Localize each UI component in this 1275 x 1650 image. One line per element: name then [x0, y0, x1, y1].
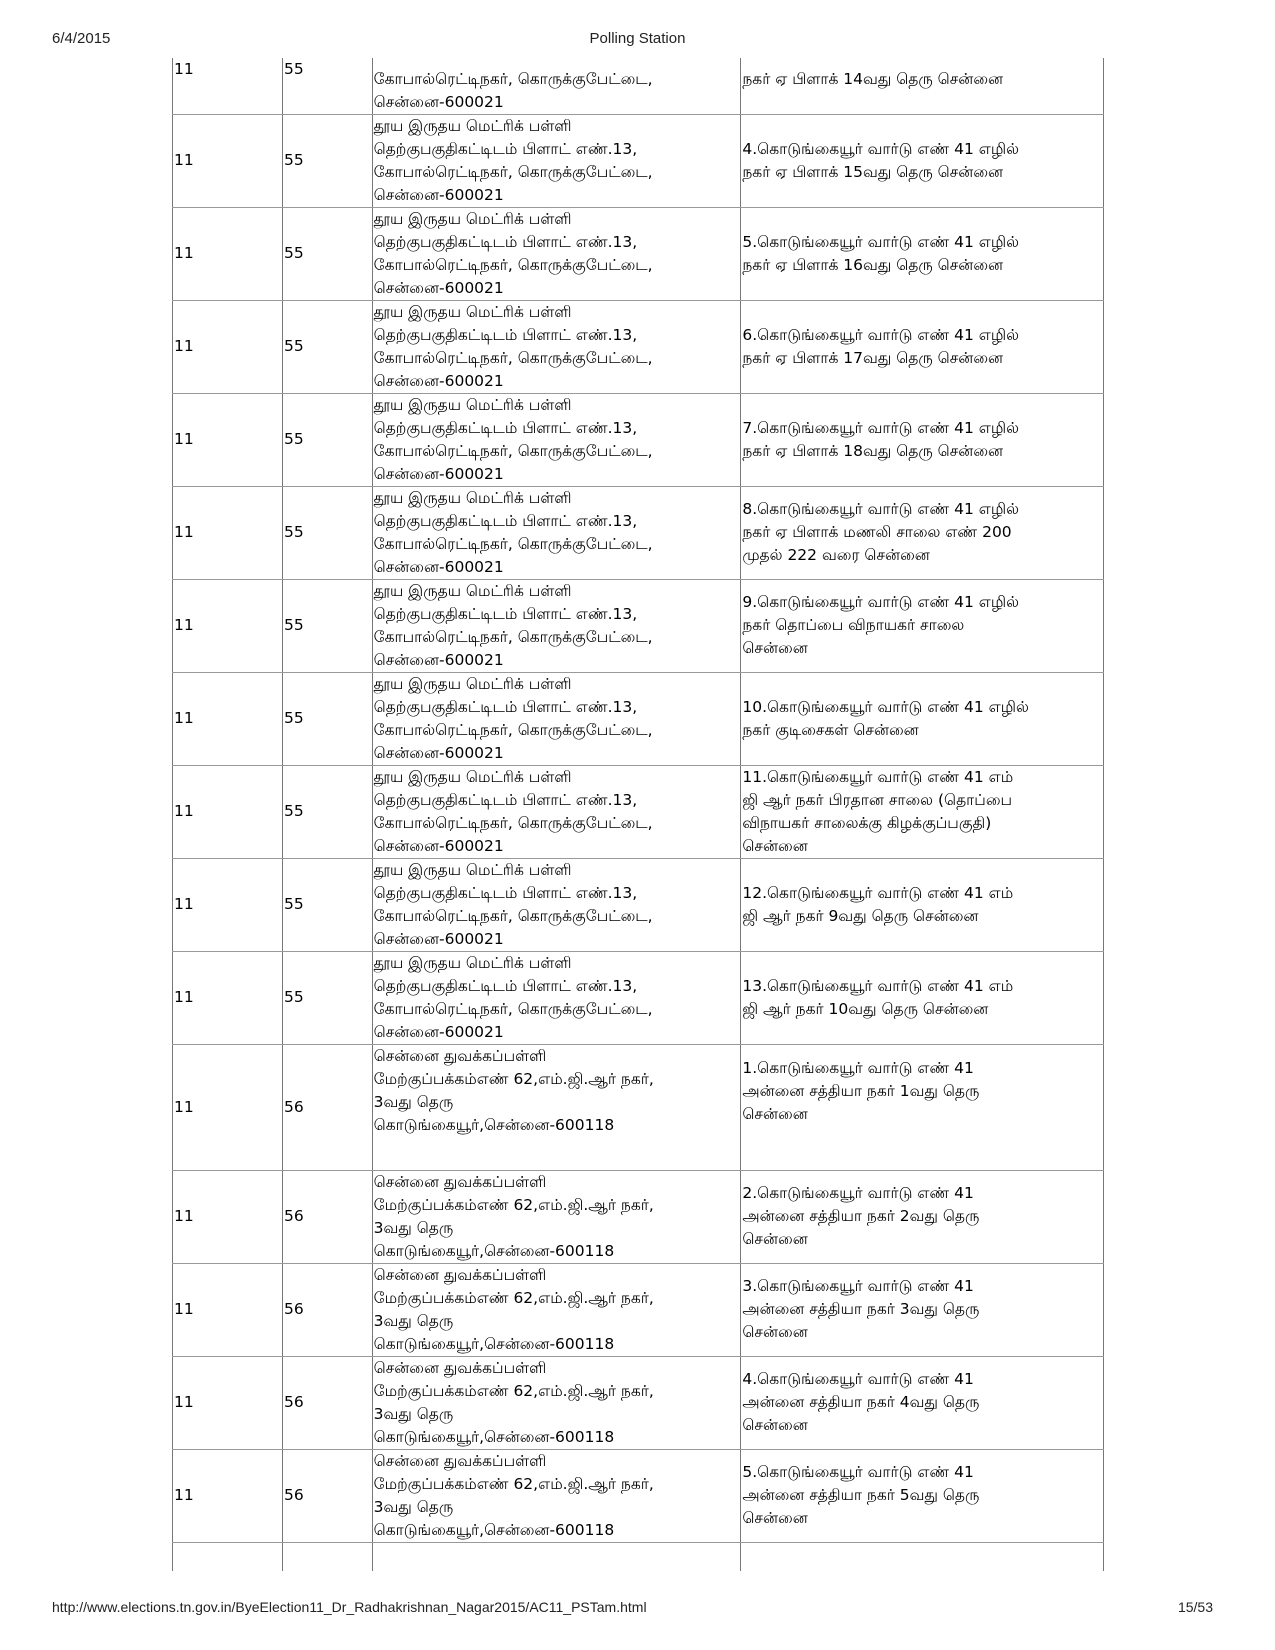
station-location: தூய இருதய மெட்ரிக் பள்ளி தெற்குபகுதிகட்டிடம் பிளாட் எண்.13, கோபால்ரெட்டிநகர், கொருக்குபேட்டை, சென்னை-600021: [372, 579, 741, 672]
station-location: சென்னை துவக்கப்பள்ளி மேற்குப்பக்கம்எண் 62,எம்.ஜி.ஆர் நகர், 3வது தெரு கொடுங்கையூர்,சென்னை-600118: [372, 1263, 741, 1356]
ac-number: 11: [173, 765, 283, 858]
ac-number: 11: [173, 207, 283, 300]
ps-number: 55: [283, 858, 373, 951]
ps-number: 55: [283, 486, 373, 579]
station-location: சென்னை துவக்கப்பள்ளி மேற்குப்பக்கம்எண் 62,எம்.ஜி.ஆர் நகர், 3வது தெரு கொடுங்கையூர்,சென்னை-600118: [372, 1356, 741, 1449]
table-row: [173, 58, 1104, 114]
station-location: தூய இருதய மெட்ரிக் பள்ளி தெற்குபகுதிகட்டிடம் பிளாட் எண்.13, கோபால்ரெட்டிநகர், கொருக்குபேட்டை, சென்னை-600021: [372, 858, 741, 951]
polling-area: 10.கொடுங்கையூர் வார்டு எண் 41 எழில் நகர் குடிசைகள் சென்னை: [741, 672, 1104, 765]
empty-cell: [173, 1542, 283, 1571]
table-row: [173, 672, 1104, 765]
station-location: தூய இருதய மெட்ரிக் பள்ளி தெற்குபகுதிகட்டிடம் பிளாட் எண்.13, கோபால்ரெட்டிநகர், கொருக்குபேட்டை, சென்னை-600021: [372, 300, 741, 393]
ac-number: 11: [173, 1263, 283, 1356]
ps-number: 56: [283, 1449, 373, 1542]
polling-area: 4.கொடுங்கையூர் வார்டு எண் 41 அன்னை சத்தியா நகர் 4வது தெரு சென்னை: [741, 1356, 1104, 1449]
polling-area: 3.கொடுங்கையூர் வார்டு எண் 41 அன்னை சத்தியா நகர் 3வது தெரு சென்னை: [741, 1263, 1104, 1356]
station-location: தூய இருதய மெட்ரிக் பள்ளி தெற்குபகுதிகட்டிடம் பிளாட் எண்.13, கோபால்ரெட்டிநகர், கொருக்குபேட்டை, சென்னை-600021: [372, 486, 741, 579]
polling-area: 13.கொடுங்கையூர் வார்டு எண் 41 எம் ஜி ஆர் நகர் 10வது தெரு சென்னை: [741, 951, 1104, 1044]
ac-number: 11: [173, 672, 283, 765]
table-row: [173, 858, 1104, 951]
ps-number: 55: [283, 579, 373, 672]
ac-number: 11: [173, 1170, 283, 1263]
station-location: தூய இருதய மெட்ரிக் பள்ளி தெற்குபகுதிகட்டிடம் பிளாட் எண்.13, கோபால்ரெட்டிநகர், கொருக்குபேட்டை, சென்னை-600021: [372, 765, 741, 858]
station-location: தூய இருதய மெட்ரிக் பள்ளி தெற்குபகுதிகட்டிடம் பிளாட் எண்.13, கோபால்ரெட்டிநகர், கொருக்குபேட்டை, சென்னை-600021: [372, 672, 741, 765]
ac-number: 11: [173, 486, 283, 579]
station-location: தூய இருதய மெட்ரிக் பள்ளி தெற்குபகுதிகட்டிடம் பிளாட் எண்.13, கோபால்ரெட்டிநகர், கொருக்குபேட்டை, சென்னை-600021: [372, 207, 741, 300]
station-location: கோபால்ரெட்டிநகர், கொருக்குபேட்டை, சென்னை-600021: [372, 58, 741, 114]
ps-number: 55: [283, 114, 373, 207]
ps-number: 56: [283, 1263, 373, 1356]
polling-area: 2.கொடுங்கையூர் வார்டு எண் 41 அன்னை சத்தியா நகர் 2வது தெரு சென்னை: [741, 1170, 1104, 1263]
polling-area: 6.கொடுங்கையூர் வார்டு எண் 41 எழில் நகர் ஏ பிளாக் 17வது தெரு சென்னை: [741, 300, 1104, 393]
table-row: [173, 1449, 1104, 1542]
polling-area: 12.கொடுங்கையூர் வார்டு எண் 41 எம் ஜி ஆர் நகர் 9வது தெரு சென்னை: [741, 858, 1104, 951]
ac-number: 11: [173, 1449, 283, 1542]
polling-station-table: [172, 58, 1104, 1571]
ps-number: 55: [283, 672, 373, 765]
polling-area: 5.கொடுங்கையூர் வார்டு எண் 41 அன்னை சத்தியா நகர் 5வது தெரு சென்னை: [741, 1449, 1104, 1542]
ps-number: 56: [283, 1044, 373, 1170]
ac-number: 11: [173, 579, 283, 672]
station-location: சென்னை துவக்கப்பள்ளி மேற்குப்பக்கம்எண் 62,எம்.ஜி.ஆர் நகர், 3வது தெரு கொடுங்கையூர்,சென்னை-600118: [372, 1449, 741, 1542]
table-row: [173, 951, 1104, 1044]
ps-number: 55: [283, 951, 373, 1044]
station-location: தூய இருதய மெட்ரிக் பள்ளி தெற்குபகுதிகட்டிடம் பிளாட் எண்.13, கோபால்ரெட்டிநகர், கொருக்குபேட்டை, சென்னை-600021: [372, 393, 741, 486]
empty-cell: [741, 1542, 1104, 1571]
ac-number: 11: [173, 393, 283, 486]
station-location: தூய இருதய மெட்ரிக் பள்ளி தெற்குபகுதிகட்டிடம் பிளாட் எண்.13, கோபால்ரெட்டிநகர், கொருக்குபேட்டை, சென்னை-600021: [372, 114, 741, 207]
empty-cell: [283, 1542, 373, 1571]
polling-area: 1.கொடுங்கையூர் வார்டு எண் 41 அன்னை சத்தியா நகர் 1வது தெரு சென்னை: [741, 1044, 1104, 1170]
polling-area: 9.கொடுங்கையூர் வார்டு எண் 41 எழில் நகர் தொப்பை விநாயகர் சாலை சென்னை: [741, 579, 1104, 672]
ps-number: 56: [283, 1356, 373, 1449]
table-row: [173, 300, 1104, 393]
page-title: Polling Station: [589, 30, 686, 47]
polling-area: 11.கொடுங்கையூர் வார்டு எண் 41 எம் ஜி ஆர் நகர் பிரதான சாலை (தொப்பை விநாயகர் சாலைக்கு கிழக்குப்பகுதி) சென்னை: [741, 765, 1104, 858]
ps-number: 55: [283, 393, 373, 486]
station-location: தூய இருதய மெட்ரிக் பள்ளி தெற்குபகுதிகட்டிடம் பிளாட் எண்.13, கோபால்ரெட்டிநகர், கொருக்குபேட்டை, சென்னை-600021: [372, 951, 741, 1044]
table-row: [173, 1356, 1104, 1449]
ps-number: 55: [283, 58, 373, 114]
ps-number: 55: [283, 207, 373, 300]
table-continuation: [173, 1542, 1104, 1571]
station-location: சென்னை துவக்கப்பள்ளி மேற்குப்பக்கம்எண் 62,எம்.ஜி.ஆர் நகர், 3வது தெரு கொடுங்கையூர்,சென்னை-600118: [372, 1170, 741, 1263]
ps-number: 55: [283, 765, 373, 858]
station-location: சென்னை துவக்கப்பள்ளி மேற்குப்பக்கம்எண் 62,எம்.ஜி.ஆர் நகர், 3வது தெரு கொடுங்கையூர்,சென்னை-600118: [372, 1044, 741, 1170]
print-date: 6/4/2015: [52, 30, 111, 47]
ac-number: 11: [173, 300, 283, 393]
polling-area: 7.கொடுங்கையூர் வார்டு எண் 41 எழில் நகர் ஏ பிளாக் 18வது தெரு சென்னை: [741, 393, 1104, 486]
page-number: 15/53: [1177, 1599, 1213, 1615]
ac-number: 11: [173, 951, 283, 1044]
ac-number: 11: [173, 58, 283, 114]
ps-number: 56: [283, 1170, 373, 1263]
table-row: [173, 765, 1104, 858]
ac-number: 11: [173, 1356, 283, 1449]
table-row: [173, 486, 1104, 579]
ac-number: 11: [173, 858, 283, 951]
ps-number: 55: [283, 300, 373, 393]
table-row: [173, 579, 1104, 672]
table-row: [173, 1263, 1104, 1356]
page-url: http://www.elections.tn.gov.in/ByeElection11_Dr_Radhakrishnan_Nagar2015/AC11_PSTam.html: [52, 1599, 647, 1615]
table-row: [173, 114, 1104, 207]
empty-cell: [372, 1542, 741, 1571]
table-row: [173, 207, 1104, 300]
polling-area: நகர் ஏ பிளாக் 14வது தெரு சென்னை: [741, 58, 1104, 114]
table-row: [173, 393, 1104, 486]
ac-number: 11: [173, 114, 283, 207]
table-row: [173, 1170, 1104, 1263]
polling-area: 5.கொடுங்கையூர் வார்டு எண் 41 எழில் நகர் ஏ பிளாக் 16வது தெரு சென்னை: [741, 207, 1104, 300]
polling-area: 4.கொடுங்கையூர் வார்டு எண் 41 எழில் நகர் ஏ பிளாக் 15வது தெரு சென்னை: [741, 114, 1104, 207]
polling-area: 8.கொடுங்கையூர் வார்டு எண் 41 எழில் நகர் ஏ பிளாக் மணலி சாலை எண் 200 முதல் 222 வரை சென்னை: [741, 486, 1104, 579]
ac-number: 11: [173, 1044, 283, 1170]
table-row: [173, 1044, 1104, 1170]
